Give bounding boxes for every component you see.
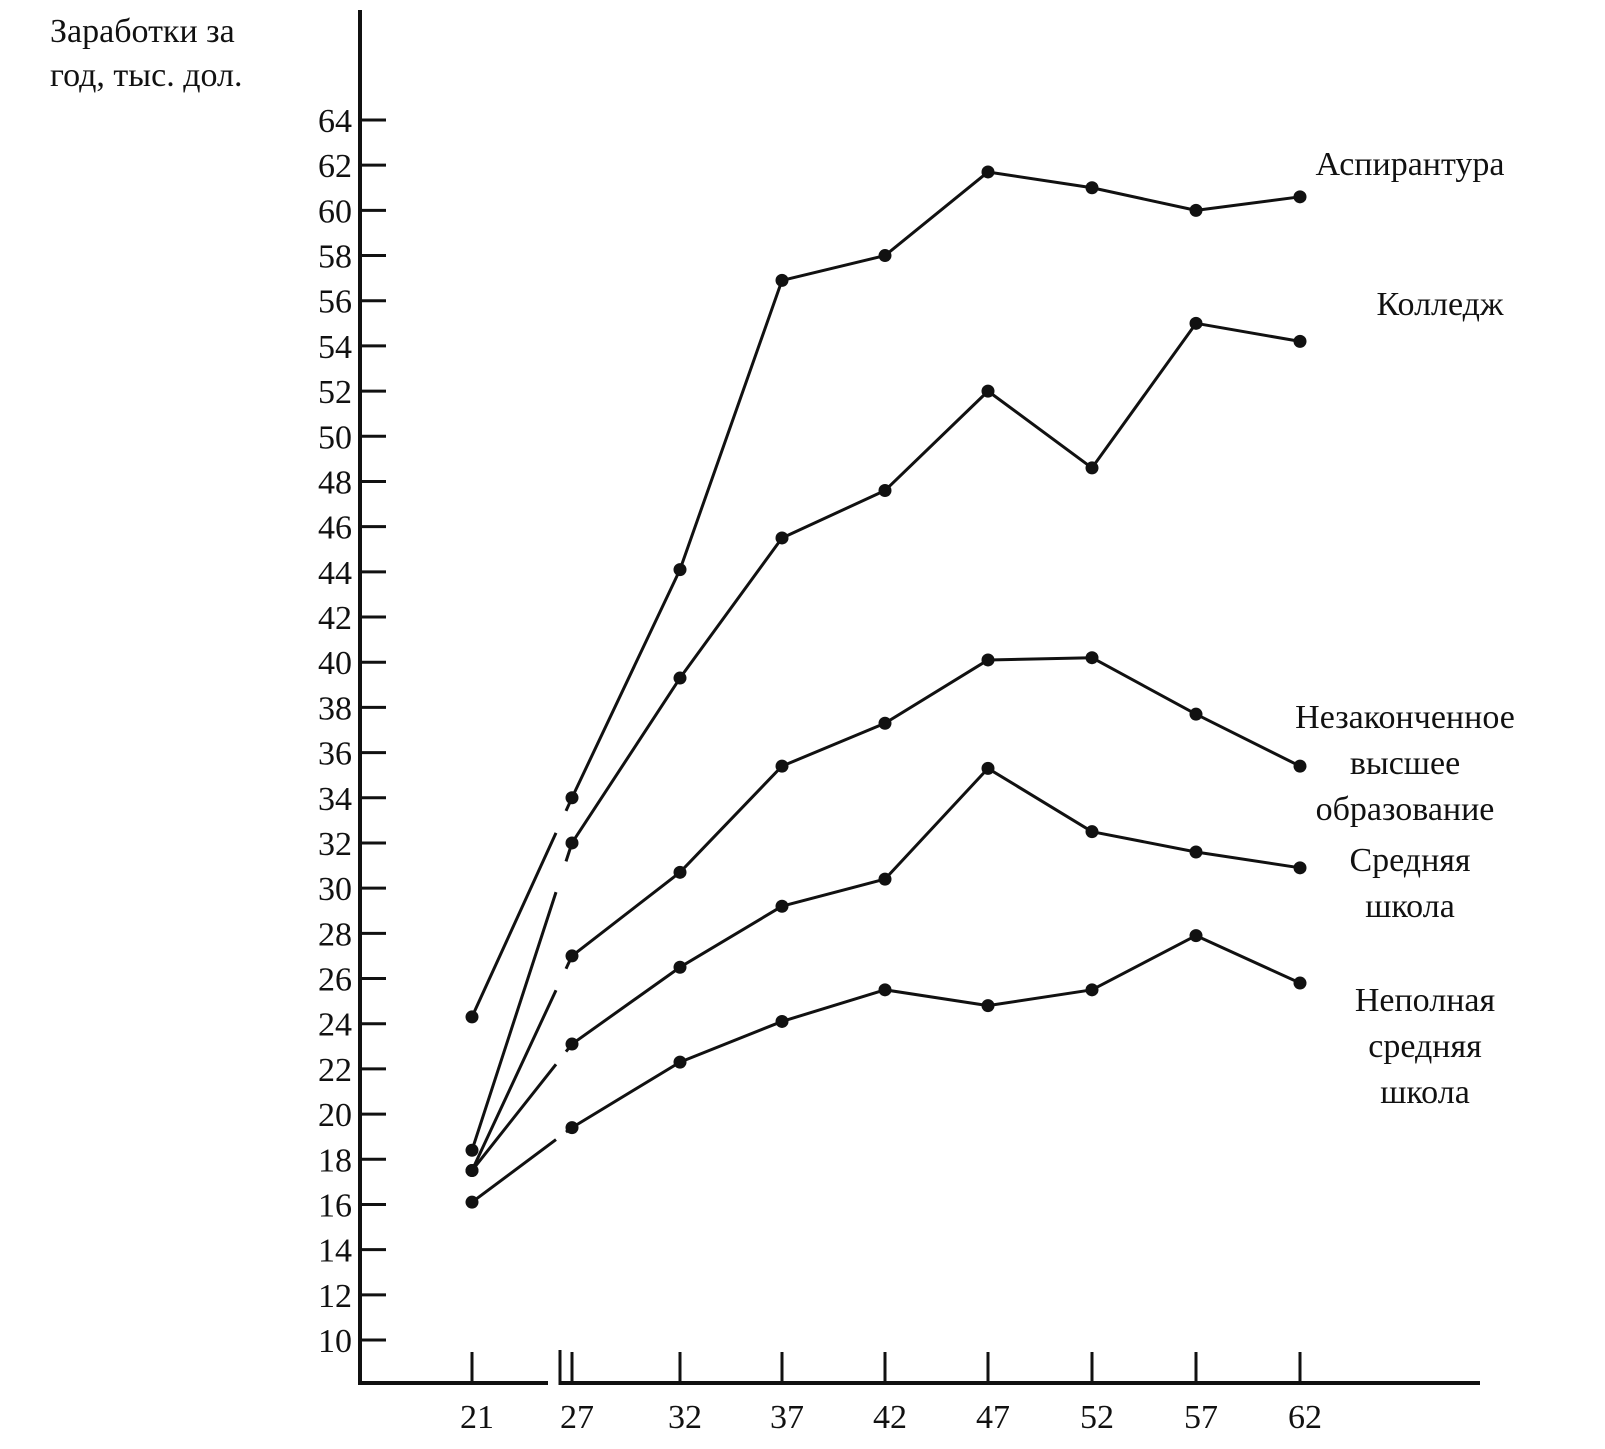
data-point xyxy=(1294,190,1307,203)
y-tick-label: 18 xyxy=(318,1142,352,1180)
x-tick-label: 32 xyxy=(668,1399,702,1436)
series-0 xyxy=(466,165,1307,1023)
x-axis-break-gap xyxy=(548,1376,560,1390)
series-line xyxy=(572,172,1300,798)
data-point xyxy=(879,873,892,886)
series-label-incomplete-secondary xyxy=(1325,978,1525,1116)
series-line xyxy=(572,323,1300,843)
data-point xyxy=(1294,335,1307,348)
series-line xyxy=(572,768,1300,1044)
y-tick-label: 16 xyxy=(318,1187,352,1225)
data-point xyxy=(879,484,892,497)
y-tick-label: 26 xyxy=(318,961,352,999)
series-label-line: высшее xyxy=(1349,745,1461,782)
data-point xyxy=(674,563,687,576)
data-point xyxy=(982,385,995,398)
series-label-line: образование xyxy=(1315,791,1495,828)
data-point xyxy=(566,1038,579,1051)
y-tick-label: 48 xyxy=(318,464,352,502)
y-tick-label: 60 xyxy=(318,193,352,231)
data-point xyxy=(466,1196,479,1209)
x-tick-label: 57 xyxy=(1184,1399,1218,1436)
series-label-high-school xyxy=(1310,838,1510,930)
series-line-segment xyxy=(472,1140,556,1203)
data-point xyxy=(879,717,892,730)
y-axis-label-line-1: Заработки за xyxy=(50,13,235,50)
data-point xyxy=(1086,181,1099,194)
y-tick-label: 20 xyxy=(318,1097,352,1135)
data-point xyxy=(466,1010,479,1023)
data-point xyxy=(566,1121,579,1134)
data-point xyxy=(1190,708,1203,721)
data-point xyxy=(776,531,789,544)
y-tick-label: 36 xyxy=(318,735,352,773)
y-ticks xyxy=(318,103,386,1360)
data-point xyxy=(1294,977,1307,990)
series-line-segment xyxy=(472,892,556,1150)
y-tick-label: 12 xyxy=(318,1277,352,1315)
data-point xyxy=(1086,983,1099,996)
series-label-line: средняя xyxy=(1368,1028,1482,1065)
series-2 xyxy=(466,651,1307,1177)
y-tick-label: 52 xyxy=(318,374,352,412)
data-point xyxy=(982,165,995,178)
data-point xyxy=(1294,861,1307,874)
data-point xyxy=(1190,204,1203,217)
data-point xyxy=(674,961,687,974)
series-label-line: Неполная xyxy=(1354,982,1496,1019)
data-point xyxy=(1190,929,1203,942)
data-point xyxy=(466,1164,479,1177)
y-tick-label: 38 xyxy=(318,690,352,728)
data-point xyxy=(982,653,995,666)
data-point xyxy=(1086,651,1099,664)
data-point xyxy=(674,866,687,879)
series-line xyxy=(572,658,1300,956)
x-tick-label: 62 xyxy=(1288,1399,1322,1436)
y-tick-label: 62 xyxy=(318,148,352,186)
y-tick-label: 32 xyxy=(318,825,352,863)
data-point xyxy=(776,760,789,773)
series-label-line: Аспирантура xyxy=(1315,146,1505,183)
data-point xyxy=(1190,846,1203,859)
data-point xyxy=(466,1144,479,1157)
data-point xyxy=(982,999,995,1012)
y-tick-label: 14 xyxy=(318,1232,352,1270)
x-tick-label: 27 xyxy=(560,1399,594,1436)
y-tick-label: 10 xyxy=(318,1323,352,1360)
x-tick-label: 42 xyxy=(873,1399,907,1436)
series-label-line: школа xyxy=(1365,888,1455,925)
y-tick-label: 24 xyxy=(318,1006,352,1044)
data-point xyxy=(674,672,687,685)
series-line-segment xyxy=(472,833,556,1017)
x-tick-label: 47 xyxy=(976,1399,1010,1436)
y-tick-label: 28 xyxy=(318,916,352,954)
data-point xyxy=(566,836,579,849)
x-tick-label: 52 xyxy=(1080,1399,1114,1436)
data-point xyxy=(566,791,579,804)
series-label-aspirantura xyxy=(1290,142,1530,188)
series-label-line: Незаконченное xyxy=(1295,699,1515,736)
series-label-college xyxy=(1320,282,1560,328)
data-point xyxy=(1086,825,1099,838)
data-point xyxy=(566,949,579,962)
y-tick-label: 64 xyxy=(318,103,352,140)
y-tick-label: 22 xyxy=(318,1051,352,1089)
series-4 xyxy=(466,929,1307,1209)
x-tick-label: 21 xyxy=(460,1399,494,1436)
y-tick-label: 50 xyxy=(318,419,352,457)
data-point xyxy=(674,1056,687,1069)
series-label-line: Средняя xyxy=(1349,842,1471,879)
data-point xyxy=(879,983,892,996)
series-label-line: Колледж xyxy=(1376,286,1504,323)
data-point xyxy=(982,762,995,775)
y-tick-label: 34 xyxy=(318,780,352,818)
data-point xyxy=(776,1015,789,1028)
y-tick-label: 54 xyxy=(318,328,352,366)
series-layer xyxy=(466,165,1307,1208)
y-tick-label: 42 xyxy=(318,600,352,638)
data-point xyxy=(776,274,789,287)
series-label-incomplete-higher xyxy=(1255,695,1555,833)
data-point xyxy=(1190,317,1203,330)
data-point xyxy=(776,900,789,913)
y-tick-label: 46 xyxy=(318,509,352,547)
y-tick-label: 58 xyxy=(318,238,352,276)
y-tick-label: 40 xyxy=(318,645,352,683)
y-tick-label: 44 xyxy=(318,554,352,592)
x-tick-label: 37 xyxy=(770,1399,804,1436)
x-ticks xyxy=(460,1350,1322,1436)
data-point xyxy=(1086,461,1099,474)
y-axis-label-line-2: год, тыс. дол. xyxy=(50,57,243,94)
data-point xyxy=(879,249,892,262)
series-label-line: школа xyxy=(1380,1074,1470,1111)
y-tick-label: 30 xyxy=(318,871,352,909)
y-tick-label: 56 xyxy=(318,283,352,321)
